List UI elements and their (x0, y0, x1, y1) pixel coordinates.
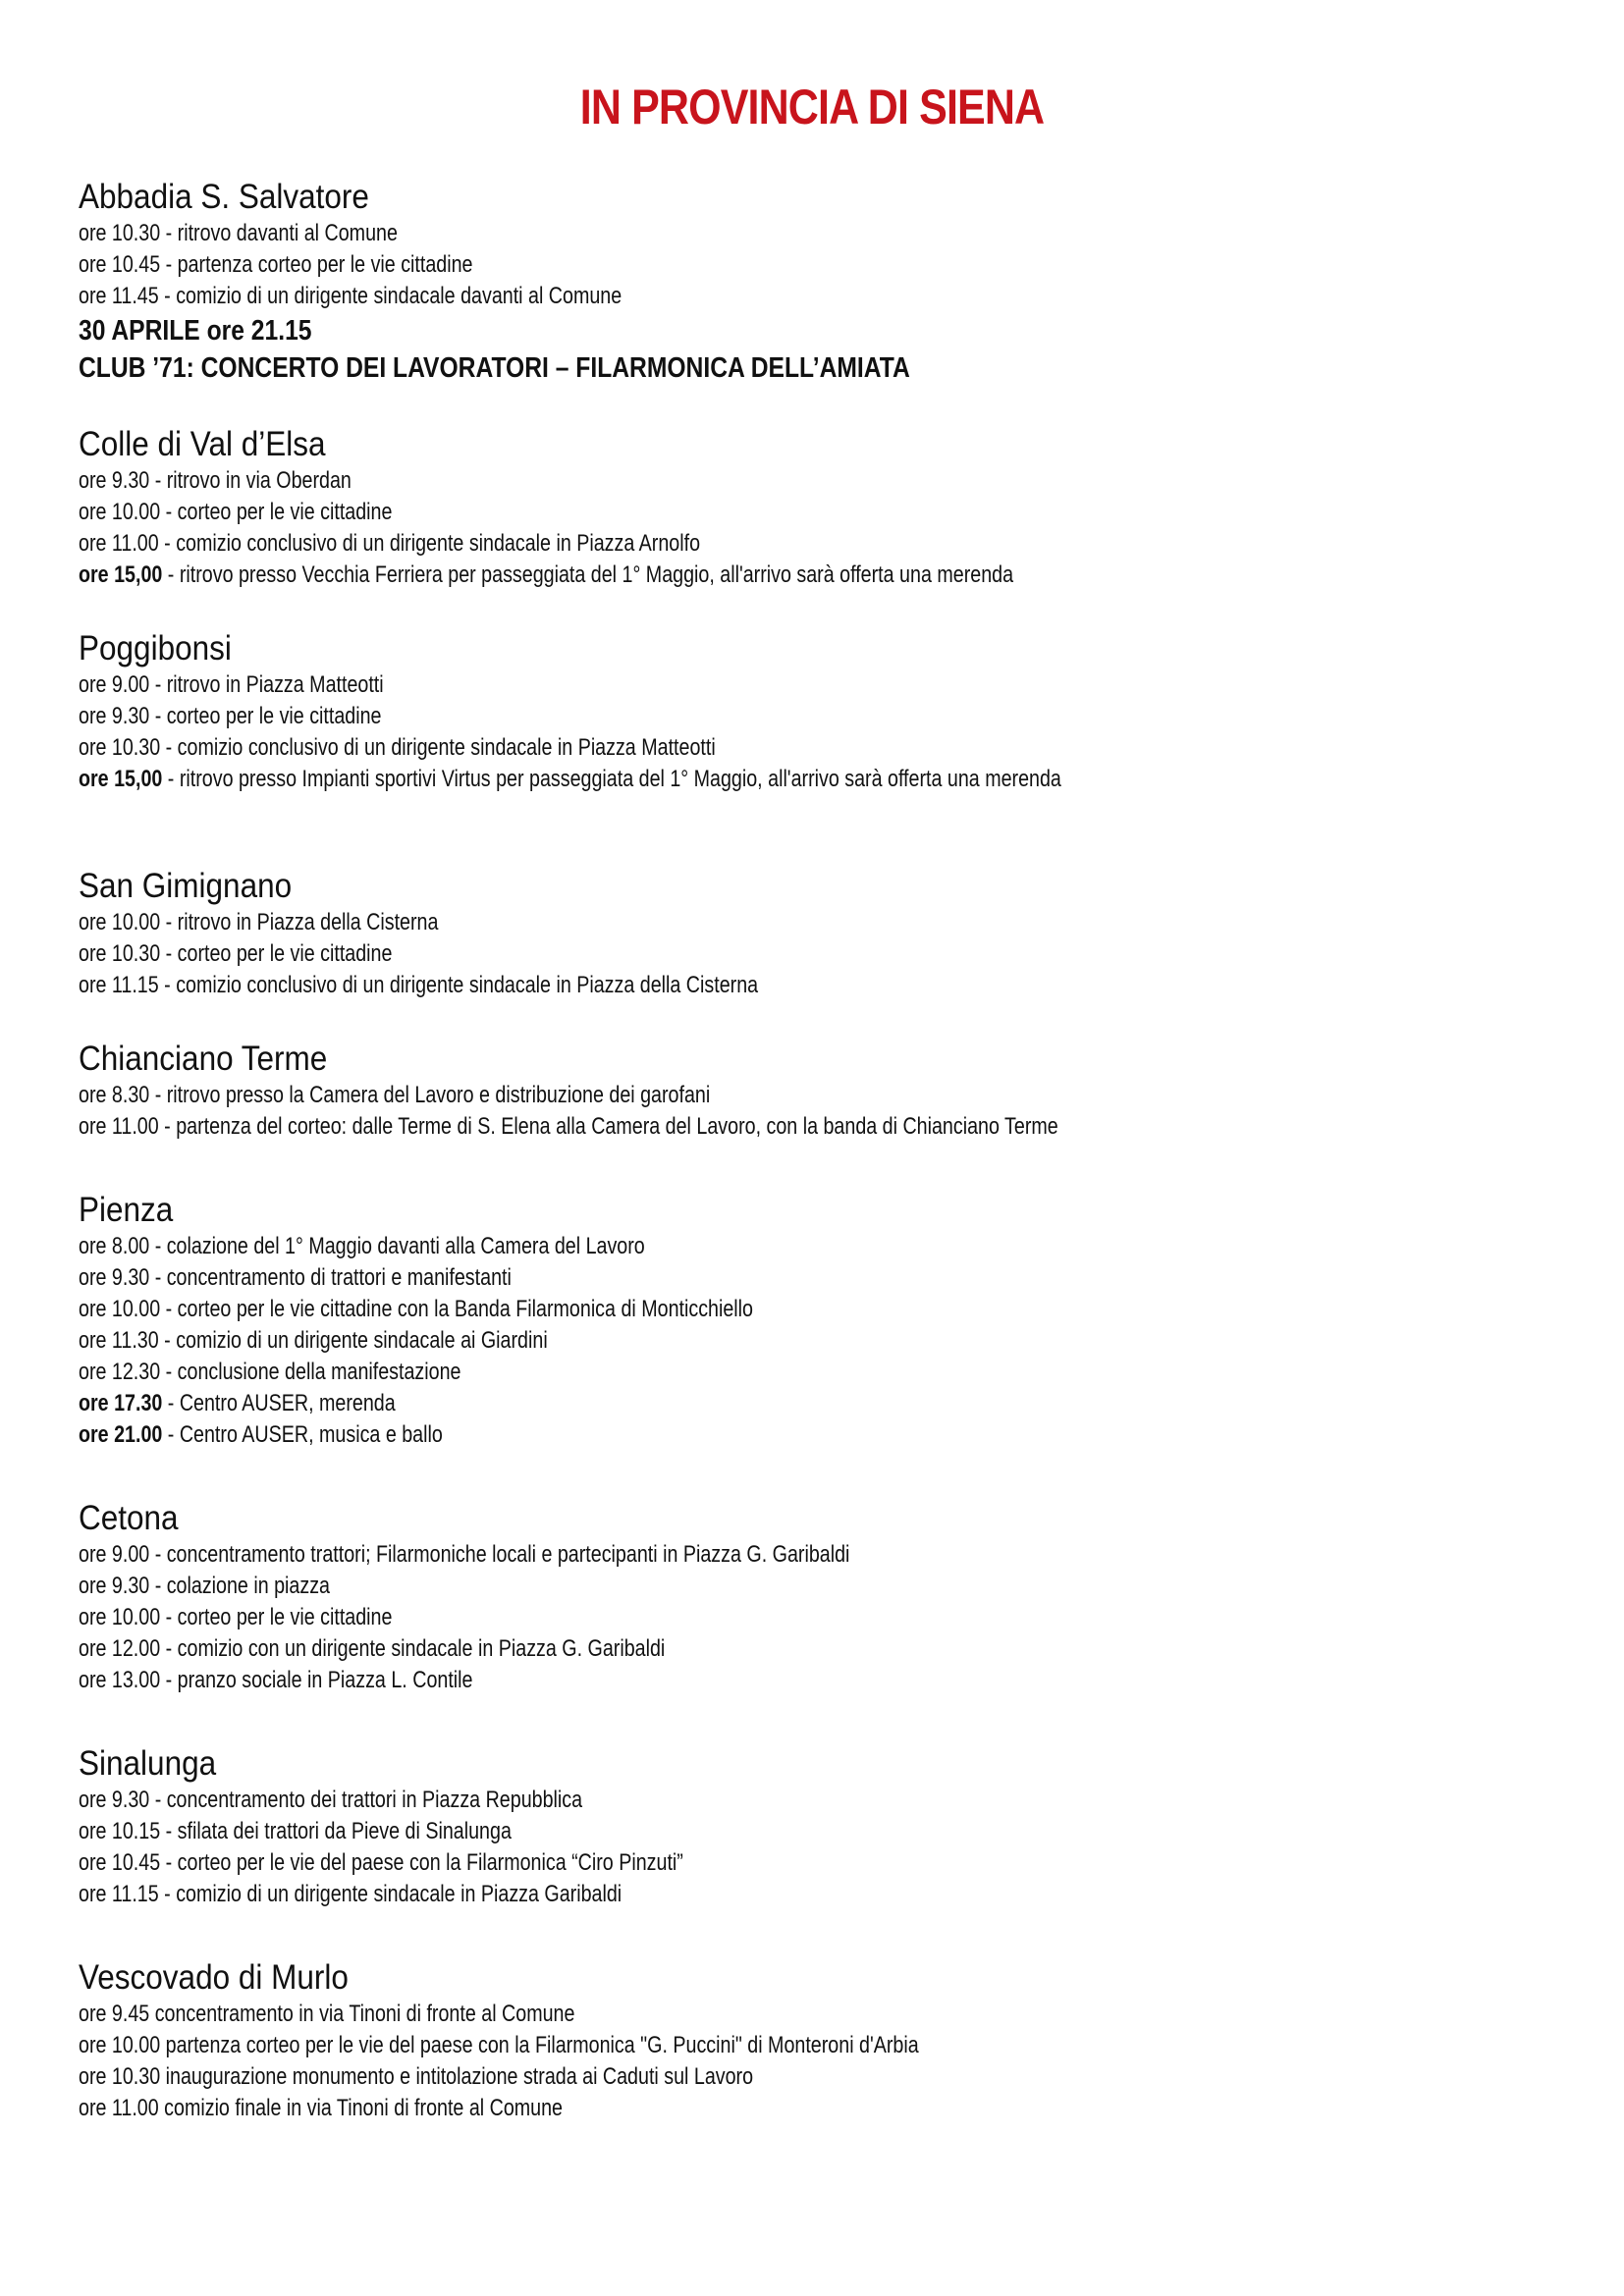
event-line (79, 2061, 1271, 2093)
event-time: ore 21.00 (79, 1421, 163, 1448)
event-description: concentramento in via Tinoni di fronte al Comune (149, 2001, 575, 2027)
event-time: ore 9.30 (79, 1573, 150, 1599)
town-heading: Sinalunga (79, 1744, 217, 1783)
event-description: - concentramento di trattori e manifestanti (149, 1264, 512, 1291)
town-section-poggibonsi (79, 628, 1532, 795)
event-line (79, 1294, 1271, 1325)
event-description: - ritrovo in Piazza della Cisterna (160, 909, 439, 935)
event-line (79, 764, 1271, 795)
town-heading: Pienza (79, 1191, 174, 1229)
event-description: - corteo per le vie cittadine con la Banda Filarmonica di Monticchiello (160, 1296, 753, 1322)
event-time: ore 10.00 (79, 909, 161, 935)
town-section-colle-di-val-d-elsa (79, 424, 1532, 591)
event-line (79, 907, 1271, 938)
event-description: - ritrovo presso Vecchia Ferriera per passeggiata del 1° Maggio, all'arrivo sarà offerta una merenda (162, 561, 1014, 588)
event-line (79, 1571, 1271, 1602)
event-description: - sfilata dei trattori da Pieve di Sinalunga (160, 1818, 512, 1844)
town-heading: Abbadia S. Salvatore (79, 178, 369, 216)
event-line (79, 1419, 1271, 1451)
event-time: ore 12.00 (79, 1635, 161, 1662)
event-line (79, 701, 1271, 732)
town-heading: Vescovado di Murlo (79, 1958, 349, 1997)
event-description: - comizio di un dirigente sindacale davanti al Comune (158, 283, 623, 309)
event-line (79, 938, 1271, 970)
town-section-abbadia-s-salvatore (79, 177, 1532, 387)
event-line (79, 1879, 1271, 1910)
event-description: - pranzo sociale in Piazza L. Contile (160, 1667, 473, 1693)
event-time: ore 9.30 (79, 703, 150, 729)
event-time: ore 9.30 (79, 467, 150, 494)
event-time: ore 17.30 (79, 1390, 163, 1416)
event-time: ore 9.45 (79, 2001, 150, 2027)
town-heading: Cetona (79, 1499, 179, 1537)
event-description: - comizio conclusivo di un dirigente sindacale in Piazza Matteotti (160, 734, 716, 761)
event-description: - corteo per le vie del paese con la Filarmonica “Ciro Pinzuti” (160, 1849, 683, 1876)
event-time: ore 10.15 (79, 1818, 161, 1844)
event-description: - ritrovo presso Impianti sportivi Virtus per passeggiata del 1° Maggio, all'arrivo sarà offerta una merenda (162, 766, 1061, 792)
event-line (79, 1388, 1271, 1419)
event-description: inaugurazione monumento e intitolazione strada ai Caduti sul Lavoro (160, 2063, 754, 2090)
event-time: ore 15,00 (79, 561, 163, 588)
event-line (79, 1665, 1271, 1696)
event-line (79, 560, 1271, 591)
event-time: ore 11.00 (79, 530, 159, 557)
event-time: ore 10.00 (79, 1296, 161, 1322)
event-line (79, 249, 1271, 281)
event-time: ore 10.30 (79, 2063, 161, 2090)
town-section-san-gimignano (79, 866, 1532, 1001)
town-heading: San Gimignano (79, 867, 293, 905)
event-time: ore 10.00 (79, 1604, 161, 1630)
event-time: ore 15,00 (79, 766, 163, 792)
event-line (79, 528, 1271, 560)
town-section-sinalunga (79, 1743, 1532, 1910)
event-description: - comizio di un dirigente sindacale ai Giardini (158, 1327, 548, 1354)
event-description: partenza corteo per le vie del paese con la Filarmonica "G. Puccini" di Monteroni d'Arbia (160, 2032, 919, 2058)
event-description: - corteo per le vie cittadine (160, 499, 393, 525)
event-time: ore 11.15 (79, 1881, 159, 1907)
event-description: - ritrovo presso la Camera del Lavoro e distribuzione dei garofani (149, 1082, 711, 1108)
event-description: - concentramento dei trattori in Piazza Repubblica (149, 1787, 583, 1813)
event-line (79, 1999, 1271, 2030)
town-section-chianciano-terme (79, 1039, 1532, 1143)
event-description: - comizio conclusivo di un dirigente sindacale in Piazza Arnolfo (158, 530, 701, 557)
event-line (79, 497, 1271, 528)
event-description: - corteo per le vie cittadine (160, 940, 393, 967)
event-time: ore 10.30 (79, 940, 161, 967)
event-time: ore 11.00 (79, 1113, 159, 1140)
event-time: ore 9.00 (79, 671, 150, 698)
event-description: - corteo per le vie cittadine (160, 1604, 393, 1630)
event-line (79, 1602, 1271, 1633)
event-line (79, 669, 1271, 701)
event-time: ore 11.00 (79, 2095, 159, 2121)
page-title: IN PROVINCIA DI SIENA (579, 80, 1045, 134)
event-line (79, 2030, 1271, 2061)
town-section-cetona (79, 1498, 1532, 1696)
event-description: - conclusione della manifestazione (160, 1359, 461, 1385)
event-time: ore 10.30 (79, 734, 161, 761)
event-description: - ritrovo davanti al Comune (160, 220, 398, 246)
event-line (79, 465, 1271, 497)
event-description: - concentramento trattori; Filarmoniche locali e partecipanti in Piazza G. Garibaldi (149, 1541, 850, 1568)
special-event-line: CLUB ’71: CONCERTO DEI LAVORATORI – FILARMONICA DELL’AMIATA (79, 352, 910, 384)
event-description: - comizio conclusivo di un dirigente sindacale in Piazza della Cisterna (158, 972, 759, 998)
event-description: - colazione del 1° Maggio davanti alla Camera del Lavoro (149, 1233, 645, 1259)
event-time: ore 10.30 (79, 220, 161, 246)
event-line (79, 1325, 1271, 1357)
event-line (79, 1111, 1271, 1143)
event-line (79, 2093, 1271, 2124)
event-line (79, 1231, 1271, 1262)
event-time: ore 11.30 (79, 1327, 159, 1354)
event-time: ore 11.15 (79, 972, 159, 998)
event-time: ore 10.00 (79, 2032, 161, 2058)
event-line (79, 1357, 1271, 1388)
special-event-line: 30 APRILE ore 21.15 (79, 315, 312, 347)
event-time: ore 9.00 (79, 1541, 150, 1568)
event-description: - partenza del corteo: dalle Terme di S. Elena alla Camera del Lavoro, con la banda di Chianciano Terme (158, 1113, 1058, 1140)
event-line (79, 732, 1271, 764)
event-line (79, 1539, 1271, 1571)
event-time: ore 11.45 (79, 283, 159, 309)
town-heading: Chianciano Terme (79, 1040, 328, 1078)
event-description: - corteo per le vie cittadine (149, 703, 382, 729)
event-description: - Centro AUSER, merenda (162, 1390, 396, 1416)
event-line (79, 1080, 1271, 1111)
event-time: ore 9.30 (79, 1264, 150, 1291)
event-time: ore 13.00 (79, 1667, 161, 1693)
event-time: ore 9.30 (79, 1787, 150, 1813)
event-description: - colazione in piazza (149, 1573, 331, 1599)
event-line (79, 1816, 1271, 1847)
event-description: - partenza corteo per le vie cittadine (160, 251, 473, 278)
event-time: ore 8.00 (79, 1233, 150, 1259)
event-description: - comizio di un dirigente sindacale in Piazza Garibaldi (158, 1881, 623, 1907)
event-line (79, 970, 1271, 1001)
event-description: comizio finale in via Tinoni di fronte al Comune (158, 2095, 564, 2121)
event-line (79, 1633, 1271, 1665)
town-heading: Colle di Val d’Elsa (79, 425, 326, 463)
event-time: ore 10.45 (79, 1849, 161, 1876)
event-time: ore 10.00 (79, 499, 161, 525)
event-description: - ritrovo in via Oberdan (149, 467, 352, 494)
event-line (79, 1847, 1271, 1879)
town-heading: Poggibonsi (79, 629, 232, 667)
event-time: ore 10.45 (79, 251, 161, 278)
event-description: - Centro AUSER, musica e ballo (162, 1421, 443, 1448)
event-line (79, 281, 1271, 312)
event-time: ore 12.30 (79, 1359, 161, 1385)
town-section-vescovado-di-murlo (79, 1957, 1532, 2124)
event-time: ore 8.30 (79, 1082, 150, 1108)
event-line (79, 1262, 1271, 1294)
event-line (79, 1785, 1271, 1816)
town-section-pienza (79, 1190, 1532, 1451)
event-line (79, 218, 1271, 249)
event-description: - ritrovo in Piazza Matteotti (149, 671, 384, 698)
event-description: - comizio con un dirigente sindacale in Piazza G. Garibaldi (160, 1635, 666, 1662)
